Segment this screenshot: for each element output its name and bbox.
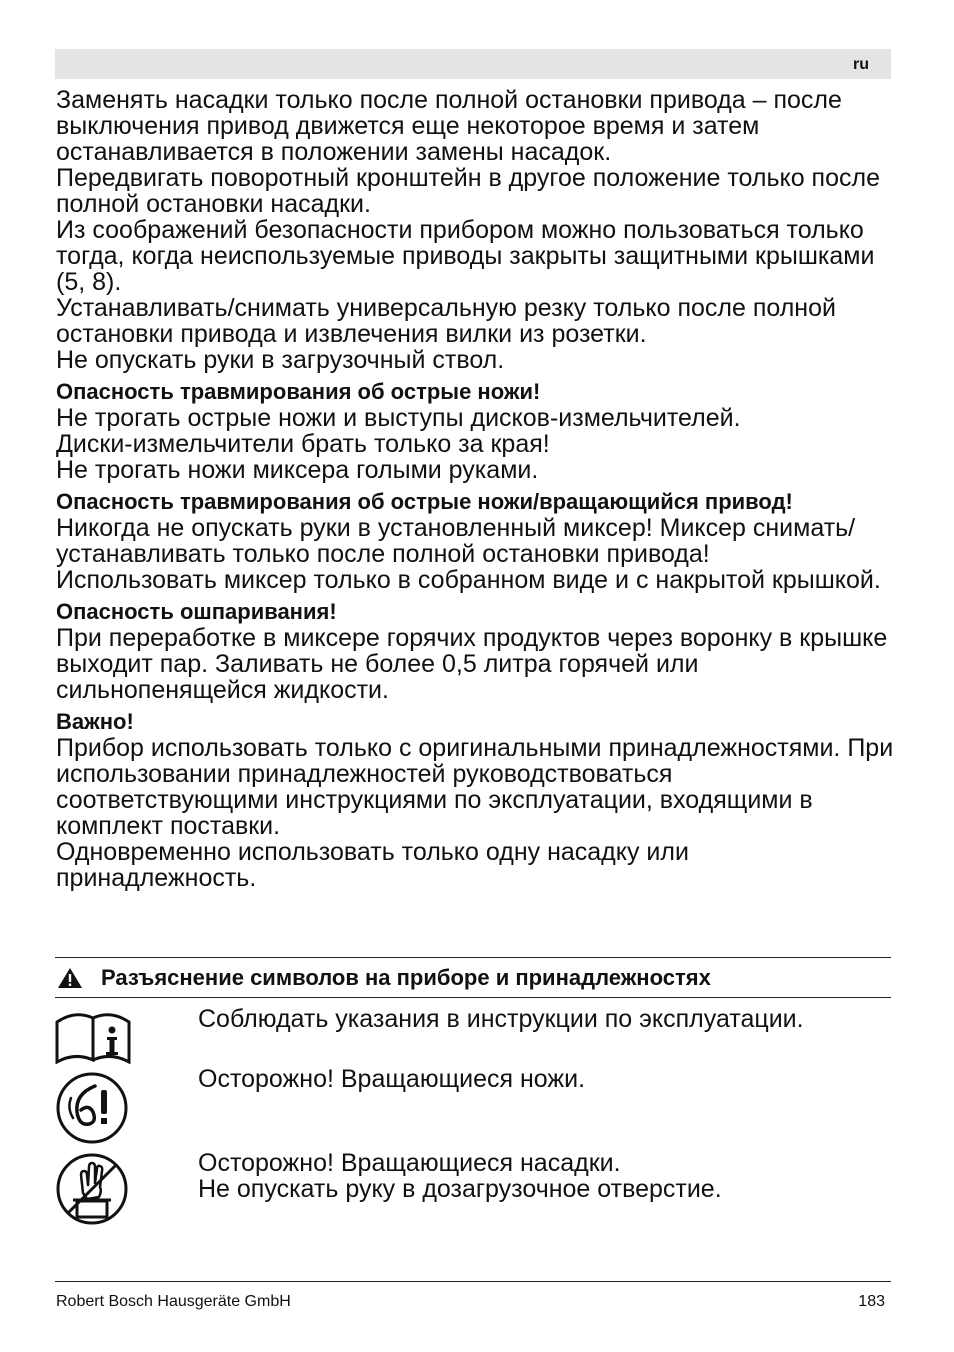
safety-text — [56, 87, 896, 891]
paragraph: Заменять насадки только после полной остановки привода – после выключения привод движется еще некоторое время и затем останавливается в положении замены насадок. — [56, 86, 842, 166]
paragraph: Использовать миксер только в собранном виде и с накрытой крышкой. — [56, 566, 881, 594]
symbols-header — [55, 957, 891, 998]
paragraph: Никогда не опускать руки в установленный миксер! Миксер снимать/устанавливать только после полной остановки привода! — [56, 514, 856, 568]
paragraph: Не трогать ножи миксера голыми руками. — [56, 456, 539, 484]
warning-triangle-icon — [57, 967, 83, 989]
symbol-text-line: Не опускать руку в дозагрузочное отверстие. — [198, 1175, 722, 1203]
header-bar — [55, 49, 891, 79]
section-heading: Опасность травмирования об острые ножи/вращающийся привод! — [56, 489, 793, 514]
symbol-description — [198, 1150, 722, 1202]
symbol-text-line: Осторожно! Вращающиеся ножи. — [198, 1065, 586, 1093]
section-heading: Опасность ошпаривания! — [56, 599, 337, 624]
symbol-description — [198, 1066, 585, 1092]
paragraph: Не опускать руки в загрузочный ствол. — [56, 346, 505, 374]
paragraph: Устанавливать/снимать универсальную резку только после полной остановки привода и извлечения вилки из розетки. — [56, 294, 836, 348]
language-code: ru — [853, 56, 869, 73]
paragraph: Одновременно использовать только одну насадку или принадлежность. — [56, 838, 689, 892]
paragraph: Передвигать поворотный кронштейн в другое положение только после полной остановки насадки. — [56, 164, 880, 218]
no-hand-in-chute-icon — [55, 1153, 131, 1225]
paragraph: При переработке в миксере горячих продуктов через воронку в крышке выходит пар. Заливать не более 0,5 литра горячей или сильнопенящейся жидкости. — [56, 624, 888, 704]
instruction-manual-icon — [55, 1008, 133, 1064]
symbol-text-line: Осторожно! Вращающиеся насадки. — [198, 1149, 621, 1177]
page-number: 183 — [858, 1293, 885, 1310]
symbol-description — [198, 1006, 804, 1032]
symbols-title: Разъяснение символов на приборе и принадлежностях — [101, 965, 711, 990]
paragraph: Прибор использовать только с оригинальными принадлежностями. При использовании принадлежностей руководствоваться соответствующими инструкциями по эксплуатации, входящими в комплект поставки. — [56, 734, 894, 840]
rotating-knife-warning-icon — [55, 1072, 131, 1144]
footer-company: Robert Bosch Hausgeräte GmbH — [56, 1293, 291, 1310]
paragraph: Не трогать острые ножи и выступы дисков-измельчителей. — [56, 404, 741, 432]
section-heading: Важно! — [56, 709, 134, 734]
section-heading: Опасность травмирования об острые ножи! — [56, 379, 541, 404]
footer-divider — [55, 1281, 891, 1282]
paragraph: Из соображений безопасности прибором можно пользоваться только тогда, когда неиспользуемые приводы закрыты защитными крышками (5, 8). — [56, 216, 875, 296]
symbol-text-line: Соблюдать указания в инструкции по эксплуатации. — [198, 1005, 804, 1033]
paragraph: Диски-измельчители брать только за края! — [56, 430, 550, 458]
